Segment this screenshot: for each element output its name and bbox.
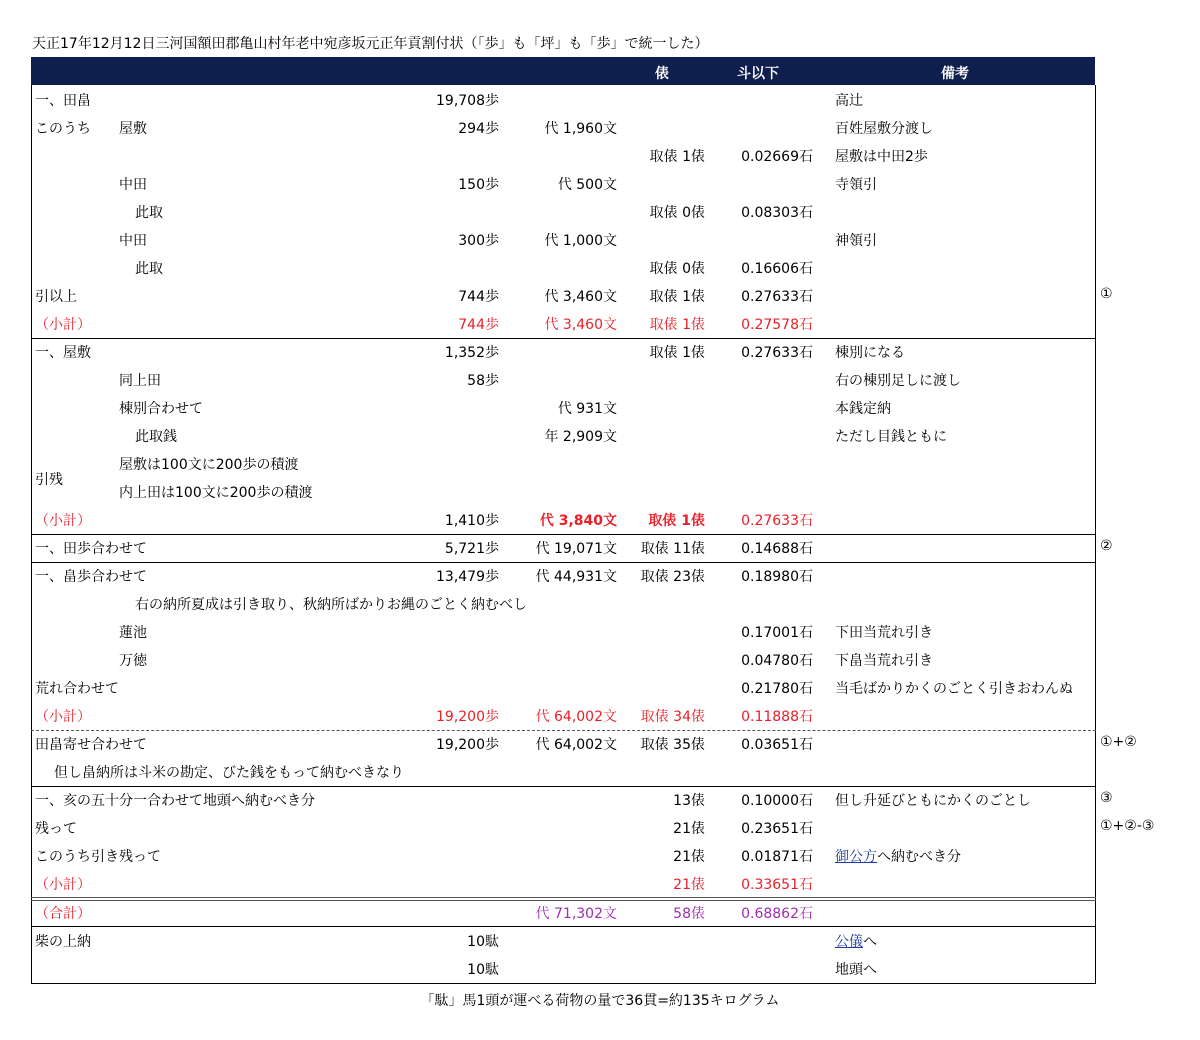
table-row [32,281,1095,309]
cell-koku: 0.02669石 [741,149,813,165]
separator-1 [31,338,1096,339]
cell-area: 10駄 [467,962,499,978]
table-header [31,57,1095,85]
cell-koku: 0.18980石 [741,569,813,585]
cell-koku: 0.16606石 [741,261,813,277]
cell-dai: 代 1,000文 [544,233,617,249]
cell-area: 10駄 [467,934,499,950]
cell-a: このうち引き残って [35,849,161,865]
separator-5 [31,926,1096,927]
cell-dai: 代 19,071文 [535,541,617,557]
table-row [32,225,1095,253]
cell-area: 744歩 [458,317,499,333]
table-row [32,617,1095,645]
table-row [32,169,1095,197]
cell-area: 58歩 [467,373,499,389]
table-row [32,898,1095,926]
cell-note: 右の棟別足しに渡し [835,373,961,389]
cell-note: 高辻 [835,93,863,109]
cell-note: 御公方へ納むべき分 [835,849,961,865]
cell-bale: 13俵 [673,793,705,809]
table-row [32,954,1095,982]
circled-marker: ①+② [1100,734,1137,750]
cell-a: 一、畠歩合わせて [35,569,147,585]
cell-koku: 0.04780石 [741,653,813,669]
cell-a: （小計） [35,317,91,333]
cell-area: 1,352歩 [444,345,499,361]
cell-note: 但し升延びともにかくのごとし [835,793,1031,809]
cell-dai: 代 3,460文 [544,317,617,333]
table-row [32,589,1095,617]
cell-a: （小計） [35,877,91,893]
table-row [32,869,1095,897]
footer-note: 「駄」馬1頭が運べる荷物の量で36貫=約135キログラム [420,993,780,1009]
cell-b: 内上田は100文に200歩の積渡 [119,485,313,501]
cell-area: 5,721歩 [444,541,499,557]
cell-koku: 0.11888石 [741,709,813,725]
table-row [32,365,1095,393]
cell-note: 寺領引 [835,177,877,193]
cell-bale: 21俵 [673,821,705,837]
cell-a: 引以上 [35,289,77,305]
cell-area: 300歩 [458,233,499,249]
cell-dai: 代 64,002文 [535,737,617,753]
cell-area: 744歩 [458,289,499,305]
cell-note: 本銭定納 [835,401,891,417]
cell-a: 荒れ合わせて [35,681,119,697]
note-link[interactable]: 公儀 [835,934,863,950]
cell-dai: 代 3,840文 [539,513,617,529]
cell-koku: 0.68862石 [741,906,813,922]
cell-bale: 21俵 [673,877,705,893]
cell-koku: 0.27578石 [741,317,813,333]
table-row [32,757,1095,785]
cell-note: 下田当荒れ引き [835,625,933,641]
table-row [32,926,1095,954]
cell-bale: 21俵 [673,849,705,865]
cell-b: 此取銭 [135,429,177,445]
cell-koku: 0.01871石 [741,849,813,865]
cell-dai: 代 71,302文 [535,906,617,922]
label-hikizan: 引残 [35,472,63,488]
table-row [32,449,1095,477]
cell-dai: 代 1,960文 [544,121,617,137]
table-row [32,813,1095,841]
cell-dai: 代 64,002文 [535,709,617,725]
cell-area: 19,200歩 [436,709,499,725]
table-row [32,393,1095,421]
cell-bale: 取俵 34俵 [640,709,705,725]
cell-note: 当毛ばかりかくのごとく引きおわんぬ [835,681,1073,697]
cell-a: 一、田畠 [35,93,91,109]
header-koku: 斗以下 [737,66,779,82]
table-row [32,841,1095,869]
cell-note: 屋敷は中田2歩 [835,149,928,165]
cell-note: ただし目銭ともに [835,429,947,445]
cell-area: 19,200歩 [436,737,499,753]
cell-bale: 取俵 1俵 [649,149,705,165]
cell-a: （合計） [35,906,91,922]
separator-double [31,897,1096,901]
cell-a: 但し畠納所は斗米の勘定、びた銭をもって納むべきなり [54,765,404,781]
cell-b: 屋敷は100文に200歩の積渡 [119,457,299,473]
cell-note: 神領引 [835,233,877,249]
cell-a: 柴の上納 [35,934,91,950]
cell-koku: 0.10000石 [741,793,813,809]
cell-note: 百姓屋敷分渡し [835,121,933,137]
cell-bale: 取俵 0俵 [649,205,705,221]
cell-area: 1,410歩 [444,513,499,529]
circled-marker: ② [1100,538,1113,554]
cell-a: 一、田歩合わせて [35,541,147,557]
cell-b: 蓮池 [119,625,147,641]
cell-b: 右の納所夏成は引き取り、秋納所ばかりお縄のごとく納むべし [135,597,527,613]
cell-area: 13,479歩 [436,569,499,585]
table-row [32,141,1095,169]
separator-4 [31,786,1096,787]
table-row [32,701,1095,729]
cell-bale: 取俵 11俵 [640,541,705,557]
separator-dashed [31,730,1096,731]
table-row [32,309,1095,337]
note-link[interactable]: 御公方 [835,849,877,865]
cell-dai: 代 500文 [557,177,617,193]
cell-dai: 代 931文 [557,401,617,417]
cell-b: 同上田 [119,373,161,389]
circled-marker: ①+②-③ [1100,818,1155,834]
table-row [32,85,1095,113]
table-row [32,561,1095,589]
cell-area: 294歩 [458,121,499,137]
table-row [32,673,1095,701]
table-row [32,477,1095,505]
cell-koku: 0.03651石 [741,737,813,753]
cell-note: 公儀へ [835,934,877,950]
cell-koku: 0.33651石 [741,877,813,893]
cell-a: このうち [35,121,91,137]
cell-dai: 代 44,931文 [535,569,617,585]
cell-dai: 年 2,909文 [544,429,617,445]
cell-bale: 取俵 0俵 [649,261,705,277]
cell-bale: 取俵 1俵 [648,513,705,529]
cell-a: 残って [35,821,77,837]
cell-area: 19,708歩 [436,93,499,109]
table-row [32,197,1095,225]
cell-b: 中田 [119,233,147,249]
table-row [32,113,1095,141]
table-row [32,785,1095,813]
table-row [32,729,1095,757]
table-row [32,505,1095,533]
cell-bale: 58俵 [673,906,705,922]
cell-bale: 取俵 1俵 [649,289,705,305]
cell-koku: 0.21780石 [741,681,813,697]
cell-a: （小計） [35,513,91,529]
cell-bale: 取俵 35俵 [640,737,705,753]
header-remarks: 備考 [941,66,969,82]
cell-b: 万徳 [119,653,147,669]
separator-2 [31,534,1096,535]
cell-koku: 0.27633石 [741,289,813,305]
cell-note: 地頭へ [835,962,877,978]
table-row [32,421,1095,449]
cell-a: （小計） [35,709,91,725]
cell-a: 田畠寄せ合わせて [35,737,147,753]
circled-marker: ③ [1100,790,1113,806]
cell-dai: 代 3,460文 [544,289,617,305]
cell-bale: 取俵 1俵 [649,317,705,333]
page-title: 天正17年12月12日三河国額田郡亀山村年老中宛彦坂元正年貢割付状（「歩」も「坪」も「歩」で統一した） [32,36,709,52]
cell-bale: 取俵 1俵 [649,345,705,361]
cell-koku: 0.27633石 [741,513,813,529]
cell-a: 一、屋敷 [35,345,91,361]
cell-b: 棟別合わせて [119,401,203,417]
cell-note: 下畠当荒れ引き [835,653,933,669]
cell-b: 此取 [135,205,163,221]
separator-3 [31,562,1096,563]
cell-koku: 0.14688石 [741,541,813,557]
table-row [32,533,1095,561]
cell-koku: 0.17001石 [741,625,813,641]
cell-bale: 取俵 23俵 [640,569,705,585]
cell-b: 屋敷 [119,121,147,137]
header-bale: 俵 [655,66,669,82]
circled-marker: ① [1100,286,1113,302]
cell-area: 150歩 [458,177,499,193]
cell-b: 此取 [135,261,163,277]
cell-koku: 0.27633石 [741,345,813,361]
cell-koku: 0.08303石 [741,205,813,221]
cell-b: 中田 [119,177,147,193]
table-row [32,645,1095,673]
table-row [32,337,1095,365]
cell-a: 一、亥の五十分一合わせて地頭へ納むべき分 [35,793,315,809]
cell-note: 棟別になる [835,345,905,361]
cell-koku: 0.23651石 [741,821,813,837]
table-row [32,253,1095,281]
